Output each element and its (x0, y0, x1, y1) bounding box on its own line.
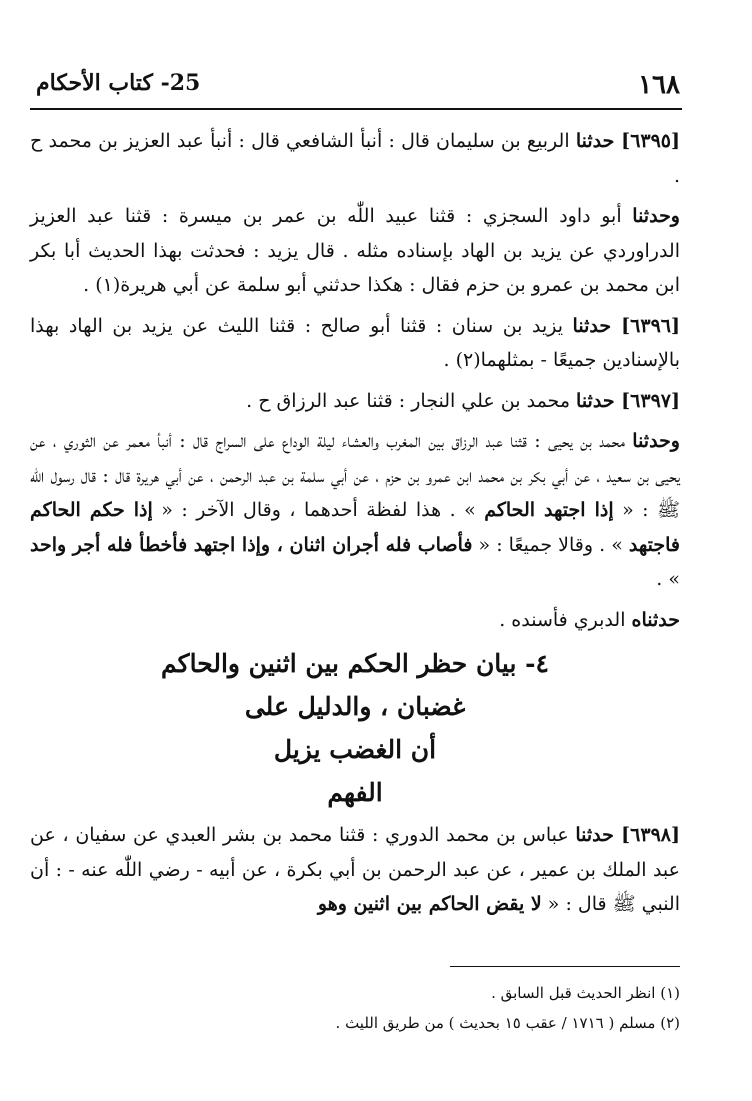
hadith-text: أبو داود السجزي : قثنا عبيد اللّٰه بن عمر بن ميسرة : قثنا عبد العزيز الدراوردي عن يزيد بن الهاد بإسناده مثله . قال يزيد : فحدثت بهذا الحديث أبا بكر ابن محمد بن عمرو بن حزم فقال : هكذا حدثني أبو سلمة عن أبي هريرة(١) . (30, 205, 680, 296)
hadith-6397-chain (30, 424, 680, 597)
hadith-6398 (30, 818, 680, 922)
chapter-title: 25- كتاب الأحكام (36, 70, 201, 96)
hadith-matn: إذا اجتهد الحاكم (484, 499, 614, 521)
footnote-1: (١) انظر الحديث قبل السابق . (491, 984, 680, 1002)
section-heading-line: أن الغضب يزيل (273, 735, 437, 764)
footnote-2: (٢) مسلم ( ١٧١٦ / عقب ١٥ بحديث ) من طريق الليث . (335, 1014, 680, 1032)
hadith-text: الدبري فأسنده . (499, 608, 632, 631)
hadith-text: » . (656, 568, 680, 590)
footnotes (36, 978, 680, 1038)
hadith-number: [٦٣٩٥] حدثنا (575, 130, 681, 152)
hadith-matn: لا يقض الحاكم بين اثنين وهو (317, 893, 542, 915)
section-heading-line: غضبان ، والدليل على (244, 692, 466, 721)
hadith-text: » . هذا لفظة أحدهما ، وقال الآخر : « (152, 499, 485, 521)
footnote-rule (450, 966, 680, 967)
narration-lead: حدثناه (631, 608, 680, 631)
hadith-text: الربيع بن سليمان قال : أنبأ الشافعي قال : أنبأ عبد العزيز بن محمد ح . (30, 130, 680, 187)
hadith-number: [٦٣٩٧] حدثنا (576, 389, 680, 412)
hadith-6397 (30, 384, 680, 419)
narration-lead: وحدثنا (632, 430, 680, 452)
hadith-text: محمد بن يحيى : قثنا عبد الرزاق بين المغرب والعشاء ليلة الوداع على السراج قال : أنبأ معمر عن الثوري ، عن يحيى بن سعيد ، عن أبي بكر بن محمد ابن عمرو بن حزم ، عن أبي سلمة بن عبد الرحمن ، عن أبي هريرة قال : قال رسول اللّٰه ﷺ : « (30, 430, 680, 521)
hadith-number: [٦٣٩٦] حدثنا (572, 314, 680, 337)
hadith-text: عباس بن محمد الدوري : قثنا محمد بن بشر العبدي عن سفيان ، عن عبد الملك بن عمير ، عن عبد الرحمن بن أبي بكرة ، عن أبيه - رضي اللّٰه عنه - : أن النبي ﷺ قال : « (30, 824, 680, 915)
hadith-number: [٦٣٩٨] حدثنا (575, 824, 680, 846)
hadith-6397-addendum (30, 603, 680, 638)
hadith-6396 (30, 309, 680, 378)
page-header (36, 66, 680, 108)
page-body (30, 124, 680, 922)
hadith-text: يزيد بن سنان : قثنا أبو صالح : قثنا الليث عن يزيد بن الهاد بهذا بالإسنادين جميعًا - بمثلهما(٢) . (30, 314, 680, 371)
hadith-text: » . وقالا جميعًا : « (472, 533, 629, 556)
hadith-matn: إذا حكم الحاكم فاجتهد (30, 499, 680, 556)
page-number: ١٦٨ (638, 70, 680, 100)
hadith-6395 (30, 124, 680, 193)
header-rule (30, 108, 682, 110)
section-heading-line: الفهم (327, 778, 383, 807)
narration-lead: وحدثنا (632, 205, 680, 227)
hadith-text: محمد بن علي النجار : قثنا عبد الرزاق ح . (246, 389, 577, 412)
hadith-matn: فأصاب فله أجران اثنان ، وإذا اجتهد فأخطأ فله أجر واحد (30, 533, 473, 556)
hadith-6395-chain (30, 199, 680, 303)
section-heading (30, 645, 680, 812)
section-heading-line: ٤- بيان حظر الحكم بين اثنين والحاكم (161, 649, 549, 678)
